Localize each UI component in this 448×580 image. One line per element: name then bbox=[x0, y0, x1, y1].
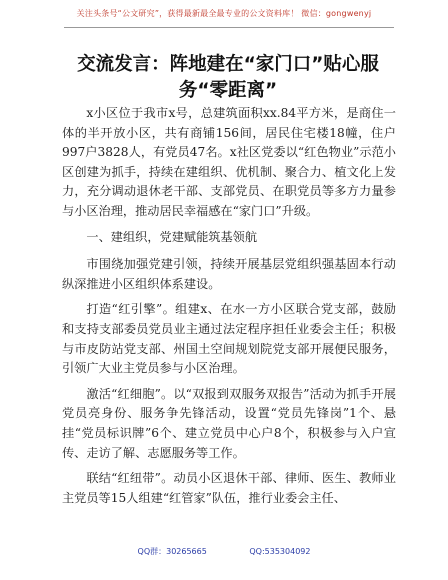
doc-title: 交流发言：阵地建在“家门口”贴心服务“零距离” bbox=[77, 54, 379, 101]
header-divider bbox=[64, 27, 394, 28]
doc-body bbox=[62, 104, 396, 514]
footer-qq-group: QQ群：30265665 bbox=[137, 547, 207, 556]
header-note: 关注头条号“公文研究”，获得最新最全最专业的公文资料库！ 微信：gongwenyj bbox=[76, 9, 372, 18]
paragraph: 联结“红纽带”。动员小区退休干部、律师、医生、教师业主党员等15人组建“红管家”队伍，推行业委会主任、 bbox=[62, 471, 396, 505]
paragraph: x小区位于我市x号，总建筑面积xx.84平方米，是商住一体的半开放小区，共有商铺156间，居民住宅楼18幢，住户997户3828人，有党员47名。x社区党委以“红色物业”示范小区创建为抓手，持续在建组织、优机制、聚合力、植文化上发力，充分调动退休老干部、支部党员、在职党员等多方力量参与小区治理，推动居民幸福感在“家门口”升级。 bbox=[62, 106, 396, 218]
paragraph: 市围绕加强党建引领，持续开展基层党组织强基固本行动纵深推进小区组织体系建设。 bbox=[62, 257, 396, 291]
section-heading: 一、建组织，党建赋能筑基领航 bbox=[86, 229, 258, 244]
footer-qq: QQ:535304092 bbox=[249, 547, 311, 556]
footer bbox=[0, 546, 448, 557]
paragraph: 打造“红引擎”。组建x、在水一方小区联合党支部，鼓励和支持支部委员党员业主通过法定程序担任业委会主任；积极与市皮防站党支部、州国土空间规划院党支部开展便民服务，引领广大业主党员参与小区治理。 bbox=[62, 302, 396, 376]
paragraph: 激活“红细胞”。以“双报到双服务双报告”活动为抓手开展党员亮身份、服务争先锋活动，设置“党员先锋岗”1个、悬挂“党员标识牌”6个、建立党员中心户8个，积极参与入户宣传、走访了解、志愿服务等工作。 bbox=[62, 386, 396, 460]
